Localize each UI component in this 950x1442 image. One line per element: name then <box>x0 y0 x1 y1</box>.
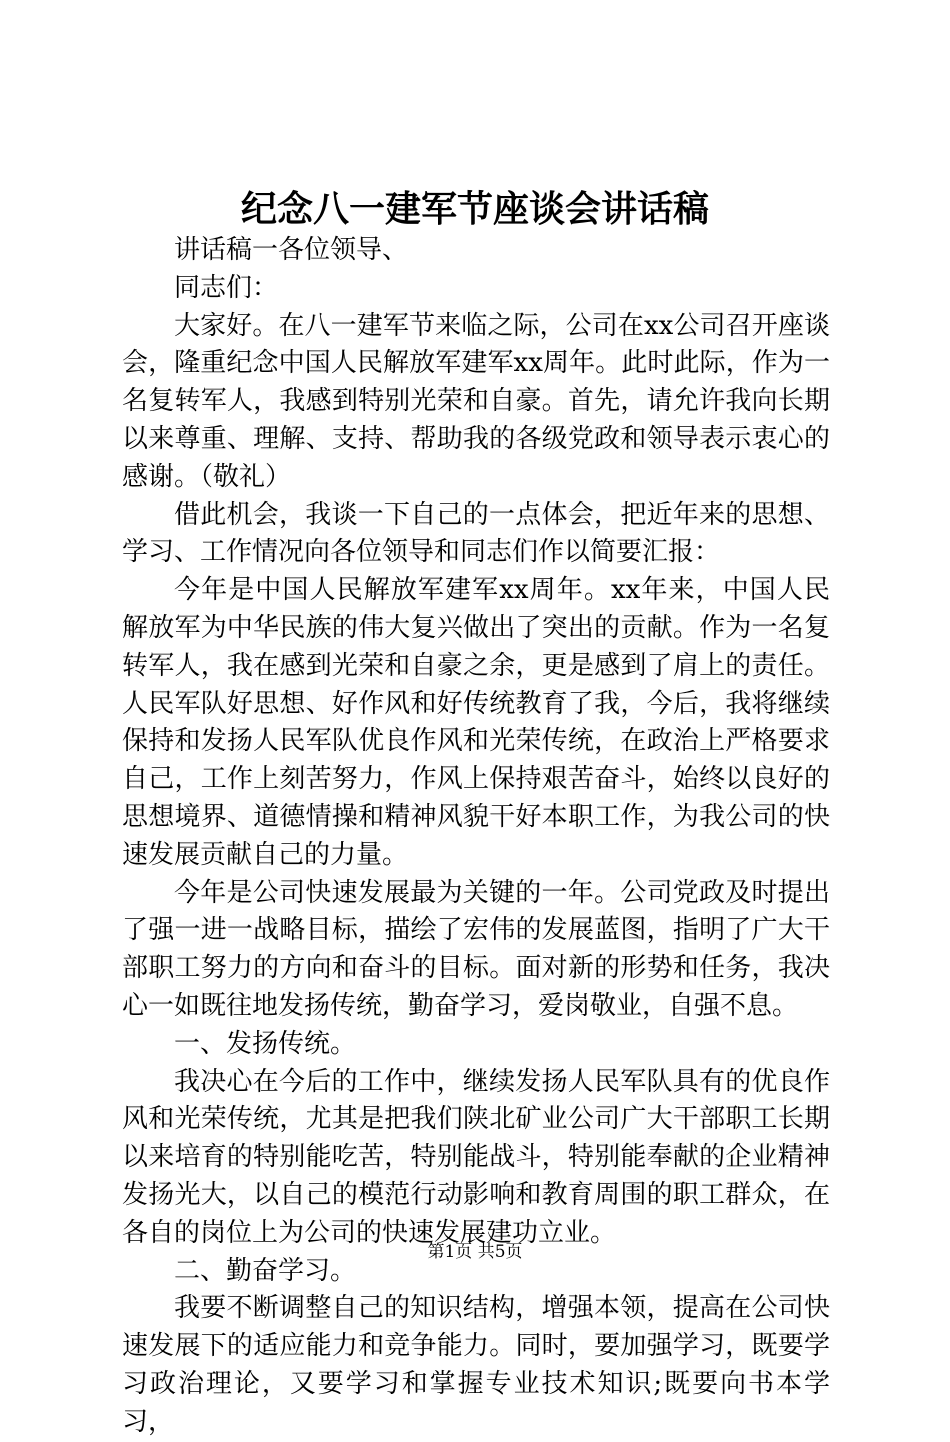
section-heading: 一、发扬传统。 <box>174 1028 357 1059</box>
paragraph: 借此机会，我谈一下自己的一点体会，把近年来的思想、学习、工作情况向各位领导和同志们作以简要汇报： <box>122 499 830 568</box>
section-heading: 二、勤奋学习。 <box>174 1255 357 1286</box>
paragraph: 我决心在今后的工作中，继续发扬人民军队具有的优良作风和光荣传统，尤其是把我们陕北矿业公司广大干部职工长期以来培育的特别能吃苦，特别能战斗，特别能奉献的企业精神发扬光大，以自己的模范行动影响和教育周围的职工群众，在各自的岗位上为公司的快速发展建功立业。 <box>122 1066 830 1248</box>
page-footer: 第1页 共5页 <box>427 1242 523 1262</box>
paragraph: 大家好。在八一建军节来临之际，公司在xx公司召开座谈会，隆重纪念中国人民解放军建军xx周年。此时此际，作为一名复转军人，我感到特别光荣和自豪。首先，请允许我向长期以来尊重、理解、支持、帮助我的各级党政和领导表示衷心的感谢。（敬礼） <box>122 310 830 492</box>
paragraph: 我要不断调整自己的知识结构，增强本领，提高在公司快速发展下的适应能力和竞争能力。同时，要加强学习，既要学习政治理论，又要学习和掌握专业技术知识;既要向书本学习， <box>122 1293 830 1437</box>
document-title: 纪念八一建军节座谈会讲话稿 <box>240 188 709 230</box>
paragraph: 今年是公司快速发展最为关键的一年。公司党政及时提出了强一进一战略目标，描绘了宏伟的发展蓝图，指明了广大干部职工努力的方向和奋斗的目标。面对新的形势和任务，我决心一如既往地发扬传统，勤奋学习，爱岗敬业，自强不息。 <box>122 877 830 1021</box>
paragraph: 同志们： <box>174 272 279 303</box>
paragraph: 今年是中国人民解放军建军xx周年。xx年来，中国人民解放军为中华民族的伟大复兴做出了突出的贡献。作为一名复转军人，我在感到光荣和自豪之余，更是感到了肩上的责任。人民军队好思想、好作风和好传统教育了我，今后，我将继续保持和发扬人民军队优良作风和光荣传统，在政治上严格要求自己，工作上刻苦努力，作风上保持艰苦奋斗，始终以良好的思想境界、道德情操和精神风貌干好本职工作，为我公司的快速发展贡献自己的力量。 <box>122 575 830 870</box>
paragraph: 讲话稿一各位领导、 <box>174 235 409 265</box>
